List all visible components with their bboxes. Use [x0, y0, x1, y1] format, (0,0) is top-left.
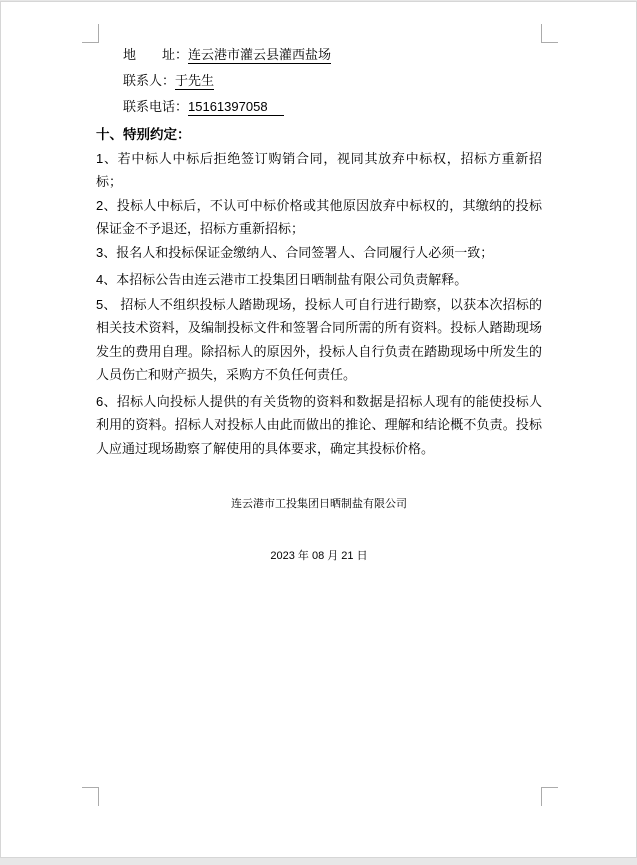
margin-crop-mark-bottom-right	[541, 787, 558, 806]
margin-crop-mark-bottom-left	[82, 787, 99, 806]
contact-person-label: 联系人：	[123, 73, 176, 88]
clause-3: 3、报名人和投标保证金缴纳人、合同签署人、合同履行人必须一致；	[96, 244, 494, 260]
phone-value: 15161397058	[188, 99, 284, 116]
signature-company: 连云港市工投集团日晒制盐有限公司	[231, 498, 407, 510]
address-value: 连云港市灌云县灌西盐场	[188, 47, 332, 62]
margin-crop-mark-top-right	[541, 24, 558, 43]
address-line	[123, 42, 542, 68]
address-label: 地 址：	[123, 47, 189, 62]
contact-block	[96, 42, 542, 120]
document-page	[1, 2, 636, 857]
phone-label: 联系电话：	[123, 99, 189, 114]
clause-4: 4、本招标公告由连云港市工投集团日晒制盐有限公司负责解释。	[96, 272, 468, 287]
contact-person-value: 于先生	[175, 73, 215, 88]
clause-1: 1、若中标人中标后拒绝签订购销合同，视同其放弃中标权，招标方重新招标；	[96, 150, 542, 189]
margin-crop-mark-top-left	[82, 24, 99, 43]
section-heading: 十、特别约定：	[96, 127, 191, 142]
signature-date: 2023 年 08 月 21 日	[270, 550, 368, 562]
phone-line	[123, 94, 542, 120]
clause-5: 5、 招标人不组织投标人踏勘现场，投标人可自行进行勘察，以获本次招标的相关技术资料，及编制投标文件和签署合同所需的所有资料。投标人踏勘现场发生的费用自理。除招标人的原因外，投标人自行负责在踏勘现场中所发生的人员伤亡和财产损失，采购方不负任何责任。	[96, 296, 542, 382]
clause-6: 6、招标人向投标人提供的有关货物的资料和数据是招标人现有的能使投标人利用的资料。招标人对投标人由此而做出的推论、理解和结论概不负责。投标人应通过现场勘察了解使用的具体要求，确定其投标价格。	[96, 393, 542, 456]
document-content	[96, 42, 542, 568]
contact-person-line	[123, 68, 542, 94]
clause-2: 2、投标人中标后，不认可中标价格或其他原因放弃中标权的，其缴纳的投标保证金不予退还，招标方重新招标；	[96, 197, 542, 236]
